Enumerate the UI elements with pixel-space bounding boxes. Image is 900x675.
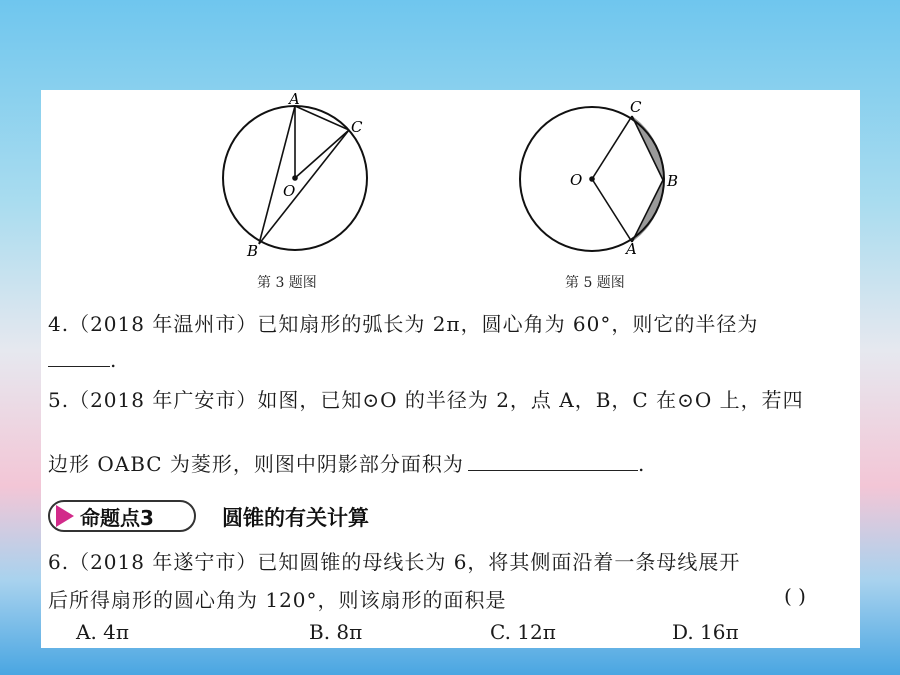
label-a: A bbox=[626, 240, 637, 258]
question-5-line-1: 5.（2018 年广安市）如图，已知⊙O 的半径为 2，点 A，B，C 在⊙O 上，若四 bbox=[48, 388, 804, 412]
label-b: B bbox=[667, 172, 679, 190]
answer-blank-q5[interactable] bbox=[468, 432, 638, 471]
question-4-line-1: 4.（2018 年温州市）已知扇形的弧长为 2π，圆心角为 60°，则它的半径为 bbox=[48, 312, 759, 336]
label-c: C bbox=[630, 98, 642, 116]
label-c: C bbox=[351, 118, 363, 136]
question-4-answer-line bbox=[48, 346, 117, 372]
section-tag bbox=[48, 500, 196, 532]
answer-blank-q4[interactable] bbox=[48, 346, 110, 367]
segment-ba bbox=[632, 180, 663, 242]
segment-oa bbox=[592, 179, 632, 242]
label-o: O bbox=[570, 171, 583, 189]
figure-5-caption: 第 5 题图 bbox=[565, 275, 625, 291]
period: . bbox=[637, 452, 646, 476]
segment-bc bbox=[259, 130, 349, 244]
center-point bbox=[589, 176, 595, 182]
answer-parentheses-q6[interactable]: ( ) bbox=[784, 584, 806, 608]
segment-oc bbox=[295, 130, 349, 178]
question-6-line-2: 后所得扇形的圆心角为 120°，则该扇形的面积是 bbox=[48, 588, 507, 612]
segment-oc bbox=[592, 116, 632, 179]
section-title: 圆锥的有关计算 bbox=[222, 506, 369, 530]
option-d[interactable]: D. 16π bbox=[672, 620, 739, 644]
segment-cb bbox=[632, 116, 663, 180]
section-tag-label: 命题点3 bbox=[80, 505, 154, 530]
segment-ac bbox=[295, 106, 349, 130]
option-a[interactable]: A. 4π bbox=[76, 620, 130, 644]
question-5-text: 边形 OABC 为菱形，则图中阴影部分面积为 bbox=[48, 452, 464, 476]
option-c[interactable]: C. 12π bbox=[490, 620, 556, 644]
center-point bbox=[292, 175, 298, 181]
question-5-line-2 bbox=[48, 432, 645, 477]
label-a: A bbox=[289, 90, 300, 108]
figure-3-circle-diagram bbox=[215, 88, 375, 268]
segment-ab bbox=[259, 106, 295, 244]
option-b[interactable]: B. 8π bbox=[309, 620, 363, 644]
label-b: B bbox=[247, 242, 259, 260]
play-arrow-icon bbox=[56, 505, 74, 527]
period: . bbox=[110, 348, 118, 372]
question-6-line-1: 6.（2018 年遂宁市）已知圆锥的母线长为 6，将其侧面沿着一条母线展开 bbox=[48, 550, 741, 574]
label-o: O bbox=[283, 182, 296, 200]
figure-5-circle-diagram bbox=[508, 98, 688, 258]
figure-3-caption: 第 3 题图 bbox=[257, 275, 317, 291]
